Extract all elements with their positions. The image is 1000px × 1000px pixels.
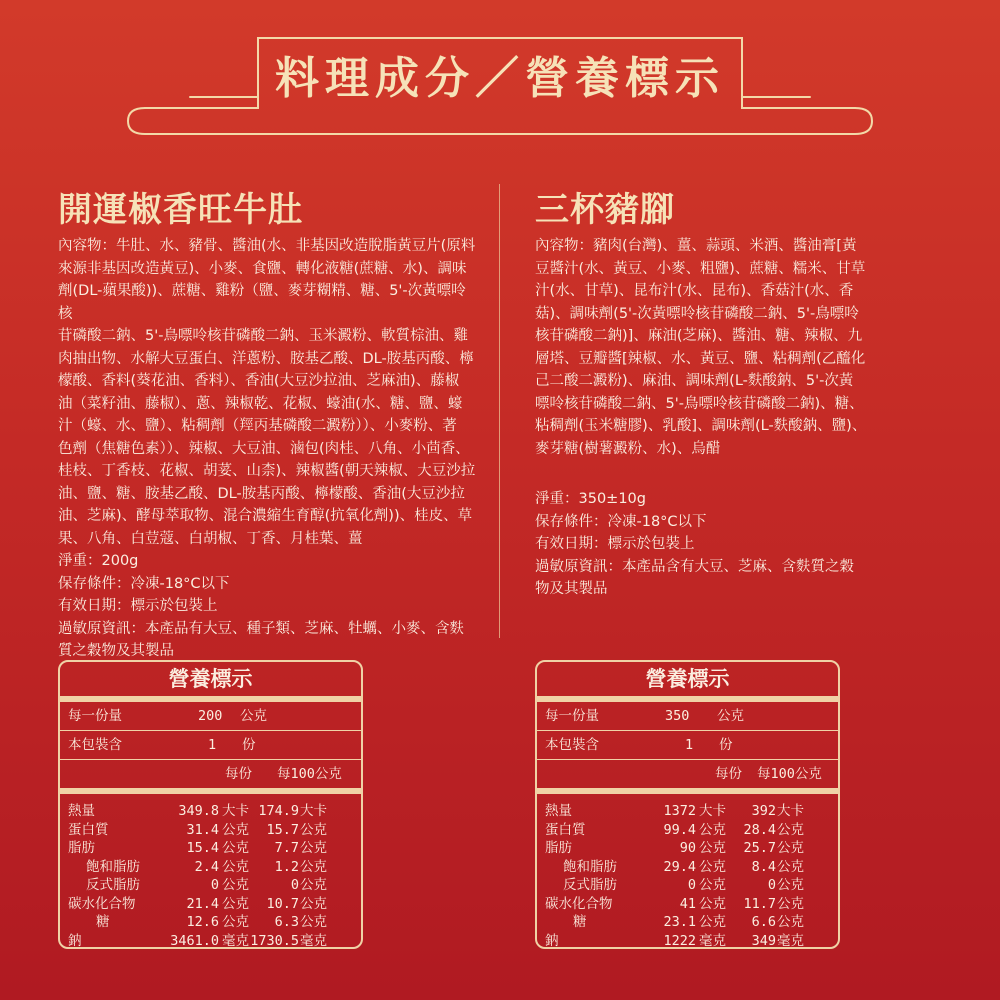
left-ingredient-line: 劑(DL-蘋果酸))、蔗糖、雞粉（鹽、麥芽糊精、糖、5'-次黃嘌呤核 bbox=[58, 283, 466, 322]
nutrient-name: 飽和脂肪 bbox=[563, 858, 617, 875]
left-ingredient-line: 檬酸、香料(葵花油、香料）、香油(大豆沙拉油、芝麻油)、藤椒 bbox=[58, 373, 460, 389]
right-ingredient-line: 豆醬汁(水、黃豆、小麥、粗鹽)、蔗糖、糯米、甘草 bbox=[535, 260, 866, 277]
nutrition-row bbox=[537, 858, 838, 877]
right-ingredient-line: 己二酸二澱粉)、麻油、調味劑(L-麩酸鈉、5'-次黃 bbox=[535, 373, 854, 389]
left-ingredient-line: 果、八角、白荳蔻、白胡椒、丁香、月桂葉、薑 bbox=[58, 530, 363, 547]
left-ingredient-line: 苷磷酸二鈉、5'-鳥嘌呤核苷磷酸二鈉、玉米澱粉、軟質棕油、雞 bbox=[58, 328, 468, 344]
right-ingredient-line: 汁(水、甘草)、昆布汁(水、昆布)、香菇汁(水、香 bbox=[535, 283, 854, 299]
left-ingredient-line: 內容物：牛肚、水、豬骨、醬油(水、非基因改造脫脂黃豆片(原料 bbox=[58, 238, 476, 254]
per-serving-unit: 公克 bbox=[699, 877, 726, 893]
per-100-unit: 公克 bbox=[777, 840, 804, 856]
nutrient-name: 蛋白質 bbox=[545, 821, 586, 838]
nutrition-title: 營養標示 bbox=[645, 667, 730, 691]
right-info-allergen: 過敏原資訊：本產品含有大豆、芝麻、含麩質之穀 bbox=[535, 558, 854, 575]
nutrient-name: 鈉 bbox=[545, 932, 559, 949]
pack-value: 1 bbox=[685, 737, 694, 753]
right-info-expiry: 有效日期：標示於包裝上 bbox=[535, 536, 695, 552]
per-serving-unit: 公克 bbox=[222, 858, 249, 875]
per-100-unit: 公克 bbox=[777, 821, 804, 838]
column-divider bbox=[499, 184, 500, 638]
per-serving-value: 41 bbox=[679, 895, 696, 912]
per-100-value: 0 bbox=[290, 877, 299, 893]
left-ingredient-line: 油（菜籽油、藤椒）、蔥、辣椒乾、花椒、蠔油(水、糖、鹽、蠔 bbox=[58, 395, 463, 412]
left-nutrition-panel bbox=[58, 660, 363, 949]
nutrient-name: 蛋白質 bbox=[68, 821, 109, 838]
per-serving-value: 29.4 bbox=[663, 858, 696, 875]
right-ingredients bbox=[535, 235, 955, 601]
per-serving-value: 349.8 bbox=[178, 803, 219, 819]
right-ingredient-line: 粘稠劑(玉米糖膠)、乳酸]、調味劑(L-麩酸鈉、鹽)、 bbox=[535, 418, 867, 434]
per-100-value: 392 bbox=[751, 803, 776, 819]
nutrient-name: 脂肪 bbox=[545, 840, 572, 856]
per-100-value: 0 bbox=[767, 877, 776, 893]
per-100-value: 1730.5 bbox=[250, 932, 299, 949]
nutrition-rows bbox=[537, 802, 838, 950]
right-ingredient-line: 嘌呤核苷磷酸二鈉、5'-鳥嘌呤核苷磷酸二鈉)、糖、 bbox=[535, 395, 864, 412]
serving-value: 350 bbox=[665, 708, 690, 724]
per-100-value: 349 bbox=[751, 932, 776, 949]
right-ingredient-line: 核苷磷酸二鈉)]、麻油(芝麻)、醬油、糖、辣椒、九 bbox=[535, 328, 863, 344]
nutrition-row bbox=[537, 932, 838, 951]
per-serving-value: 2.4 bbox=[194, 858, 219, 875]
right-ingredient-line: 內容物：豬肉(台灣)、薑、蒜頭、米酒、醬油膏[黃 bbox=[535, 238, 857, 254]
per-100-unit: 公克 bbox=[777, 858, 804, 875]
per-serving-unit: 毫克 bbox=[699, 932, 726, 949]
left-info-storage: 保存條件：冷凍-18°C以下 bbox=[58, 575, 230, 592]
nutrition-row bbox=[60, 802, 361, 821]
per-100-value: 10.7 bbox=[266, 895, 299, 912]
left-info-expiry: 有效日期：標示於包裝上 bbox=[58, 598, 218, 614]
nutrition-row bbox=[537, 821, 838, 840]
nutrition-row bbox=[537, 895, 838, 914]
per-100-unit: 公克 bbox=[777, 895, 804, 912]
per-serving-value: 31.4 bbox=[186, 821, 219, 838]
per-serving-value: 1222 bbox=[663, 932, 696, 949]
right-info-net-weight: 淨重：350±10g bbox=[535, 491, 646, 507]
per-serving-unit: 公克 bbox=[222, 877, 249, 893]
nutrient-name: 糖 bbox=[96, 914, 110, 930]
per-100-unit: 大卡 bbox=[300, 803, 327, 819]
pack-unit: 份 bbox=[719, 737, 733, 753]
serving-unit: 公克 bbox=[717, 708, 744, 724]
per-100-value: 174.9 bbox=[258, 803, 299, 819]
left-ingredient-line: 油、鹽、糖、胺基乙酸、DL-胺基丙酸、檸檬酸、香油(大豆沙拉 bbox=[58, 485, 465, 502]
nutrition-row bbox=[60, 858, 361, 877]
per-serving-unit: 大卡 bbox=[699, 803, 726, 819]
nutrition-title: 營養標示 bbox=[168, 667, 253, 691]
page-title: 料理成分／營養標示 bbox=[275, 53, 725, 104]
per-100-value: 1.2 bbox=[274, 858, 299, 875]
right-ingredient-line: 層塔、豆瓣醬[辣椒、水、黃豆、鹽、粘稠劑(乙醯化 bbox=[535, 350, 866, 367]
left-product-title: 開運椒香旺牛肚 bbox=[58, 190, 303, 230]
nutrition-row bbox=[60, 895, 361, 914]
per-100-unit: 公克 bbox=[300, 858, 327, 875]
col-per-100: 每100公克 bbox=[757, 766, 822, 782]
per-100-unit: 公克 bbox=[300, 821, 327, 838]
per-serving-unit: 大卡 bbox=[222, 803, 249, 819]
nutrition-row bbox=[60, 932, 361, 951]
left-ingredient-line: 來源非基因改造黃豆)、小麥、食鹽、轉化液糖(蔗糖、水)、調味 bbox=[58, 260, 467, 277]
left-ingredient-line: 肉抽出物、水解大豆蛋白、洋蔥粉、胺基乙酸、DL-胺基丙酸、檸 bbox=[58, 350, 474, 367]
per-100-value: 6.6 bbox=[751, 914, 776, 930]
per-serving-unit: 毫克 bbox=[222, 932, 249, 949]
nutrient-name: 鈉 bbox=[68, 932, 82, 949]
per-serving-unit: 公克 bbox=[699, 858, 726, 875]
pack-label: 本包裝含 bbox=[68, 737, 122, 753]
nutrition-row bbox=[60, 839, 361, 858]
col-per-serving: 每份 bbox=[715, 766, 742, 782]
per-100-value: 28.4 bbox=[743, 821, 776, 838]
per-serving-unit: 公克 bbox=[699, 840, 726, 856]
per-serving-unit: 公克 bbox=[699, 914, 726, 930]
nutrient-name: 碳水化合物 bbox=[68, 895, 136, 912]
nutrition-rows bbox=[60, 802, 361, 950]
nutrient-name: 反式脂肪 bbox=[86, 877, 140, 893]
nutrient-name: 反式脂肪 bbox=[563, 877, 617, 893]
pack-label: 本包裝含 bbox=[545, 737, 599, 753]
per-100-value: 25.7 bbox=[743, 840, 776, 856]
right-nutrition-panel bbox=[535, 660, 840, 949]
left-ingredient-line: 色劑（焦糖色素））、辣椒、大豆油、滷包(肉桂、八角、小茴香、 bbox=[58, 440, 470, 457]
per-serving-value: 12.6 bbox=[186, 914, 219, 930]
right-ingredient-line: 菇)、調味劑(5'-次黃嘌呤核苷磷酸二鈉、5'-鳥嘌呤 bbox=[535, 305, 859, 322]
panel-rule bbox=[60, 788, 361, 794]
serving-unit: 公克 bbox=[240, 708, 267, 724]
right-info-storage: 保存條件：冷凍-18°C以下 bbox=[535, 513, 707, 530]
nutrition-row bbox=[537, 876, 838, 895]
nutrition-row bbox=[60, 913, 361, 932]
per-serving-value: 21.4 bbox=[186, 895, 219, 912]
per-100-value: 8.4 bbox=[751, 858, 776, 875]
col-per-serving: 每份 bbox=[225, 766, 252, 782]
per-100-unit: 毫克 bbox=[777, 932, 804, 949]
nutrient-name: 糖 bbox=[573, 914, 587, 930]
pack-unit: 份 bbox=[242, 737, 256, 753]
spacer bbox=[535, 460, 955, 488]
per-serving-value: 99.4 bbox=[663, 821, 696, 838]
per-serving-unit: 公克 bbox=[222, 895, 249, 912]
nutrition-row bbox=[537, 802, 838, 821]
col-per-100: 每100公克 bbox=[277, 766, 342, 782]
per-serving-value: 3461.0 bbox=[170, 932, 219, 949]
per-100-unit: 公克 bbox=[300, 914, 327, 930]
per-100-unit: 公克 bbox=[300, 877, 327, 893]
per-100-unit: 公克 bbox=[300, 895, 327, 912]
left-info-allergen: 過敏原資訊：本產品有大豆、種子類、芝麻、牡蠣、小麥、含麩 bbox=[58, 620, 464, 637]
per-serving-unit: 公克 bbox=[222, 840, 249, 856]
per-serving-value: 15.4 bbox=[186, 840, 219, 856]
per-100-value: 7.7 bbox=[274, 840, 299, 856]
per-serving-value: 90 bbox=[679, 840, 696, 856]
per-100-unit: 公克 bbox=[777, 914, 804, 930]
serving-label: 每一份量 bbox=[68, 708, 122, 724]
per-100-value: 6.3 bbox=[274, 914, 299, 930]
per-100-unit: 公克 bbox=[777, 877, 804, 893]
per-100-unit: 毫克 bbox=[300, 932, 327, 949]
per-serving-value: 1372 bbox=[663, 803, 696, 819]
per-serving-value: 0 bbox=[210, 877, 219, 893]
serving-label: 每一份量 bbox=[545, 708, 599, 724]
panel-rule bbox=[537, 788, 838, 794]
per-serving-value: 23.1 bbox=[663, 914, 696, 930]
per-100-value: 15.7 bbox=[266, 821, 299, 838]
nutrition-row bbox=[537, 913, 838, 932]
right-ingredient-line: 麥芽糖(樹薯澱粉、水)、烏醋 bbox=[535, 440, 721, 457]
right-product-title: 三杯豬腳 bbox=[535, 190, 675, 230]
left-ingredient-line: 汁（蠔、水、鹽）、粘稠劑（羥丙基磷酸二澱粉））、小麥粉、著 bbox=[58, 418, 457, 434]
left-ingredient-line: 油、芝麻)、酵母萃取物、混合濃縮生育醇(抗氧化劑))、桂皮、草 bbox=[58, 508, 473, 524]
left-ingredients bbox=[58, 235, 478, 663]
pack-value: 1 bbox=[208, 737, 217, 753]
left-info-allergen-cont: 質之穀物及其製品 bbox=[58, 643, 174, 659]
serving-value: 200 bbox=[198, 708, 223, 724]
left-ingredient-line: 桂枝、丁香枝、花椒、胡荽、山柰)、辣椒醬(朝天辣椒、大豆沙拉 bbox=[58, 463, 476, 479]
per-100-value: 11.7 bbox=[743, 895, 776, 912]
per-100-unit: 公克 bbox=[300, 840, 327, 856]
nutrient-name: 碳水化合物 bbox=[545, 895, 613, 912]
nutrient-name: 飽和脂肪 bbox=[86, 858, 140, 875]
nutrient-name: 熱量 bbox=[68, 803, 95, 819]
nutrient-name: 熱量 bbox=[545, 803, 572, 819]
right-info-allergen-cont: 物及其製品 bbox=[535, 581, 608, 597]
per-serving-unit: 公克 bbox=[699, 895, 726, 912]
nutrient-name: 脂肪 bbox=[68, 840, 95, 856]
per-serving-unit: 公克 bbox=[699, 821, 726, 838]
left-info-net-weight: 淨重：200g bbox=[58, 553, 139, 569]
per-100-unit: 大卡 bbox=[777, 803, 804, 819]
per-serving-value: 0 bbox=[687, 877, 696, 893]
nutrition-row bbox=[537, 839, 838, 858]
per-serving-unit: 公克 bbox=[222, 914, 249, 930]
nutrition-row bbox=[60, 821, 361, 840]
nutrition-row bbox=[60, 876, 361, 895]
per-serving-unit: 公克 bbox=[222, 821, 249, 838]
